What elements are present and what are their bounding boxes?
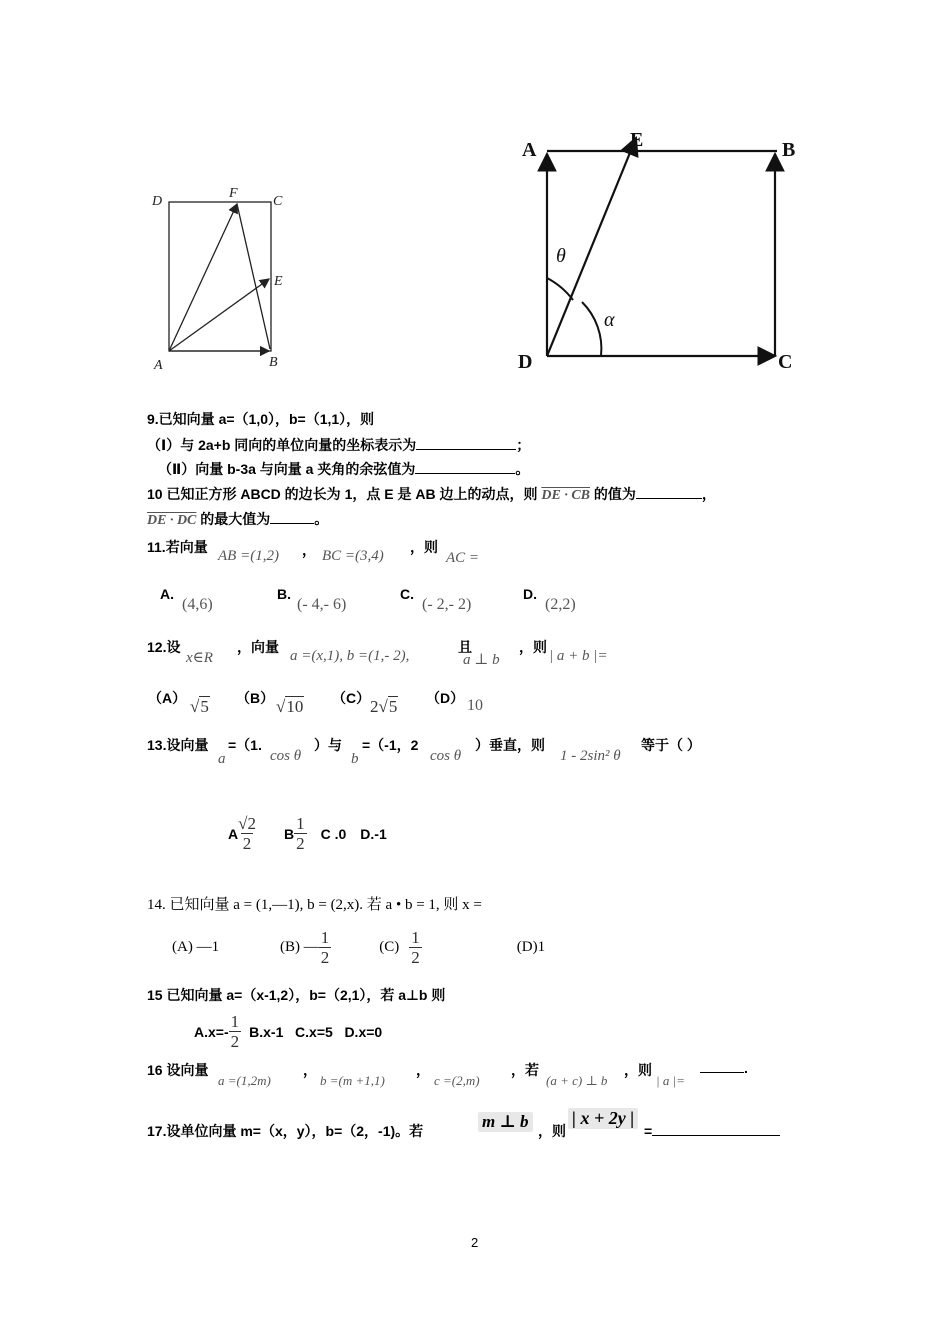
q13-close2: ）垂直，则: [475, 737, 545, 753]
angle-theta-arc: [547, 278, 573, 300]
q17-answer: [644, 1123, 780, 1139]
q14-option-a: (A) —1: [172, 939, 220, 955]
q12-option-c-value: 2√5: [370, 697, 398, 716]
q17-blank[interactable]: [652, 1123, 780, 1136]
q14-option-b-num: 1: [320, 928, 330, 947]
q16-end: .: [744, 1060, 748, 1076]
q15-stem: 15 已知向量 a=（x-1,2），b=（2,1），若 a⊥b 则: [147, 987, 446, 1003]
q16-comma2: ，: [416, 1062, 430, 1078]
label-f: F: [229, 186, 238, 201]
q11-comma: ，: [302, 542, 316, 558]
q11-option-a-letter: A.: [160, 586, 174, 602]
q12-option-d-value: 10: [467, 697, 483, 714]
q17-then: ，则: [538, 1123, 566, 1139]
q9-part1: [147, 435, 530, 455]
q13-option-a: [228, 814, 256, 853]
q14-option-b-den: 2: [320, 948, 330, 967]
label-d: D: [518, 351, 533, 373]
q16-c: c =(2,m): [434, 1073, 480, 1088]
page-number: 2: [471, 1235, 479, 1250]
q13-pre: 13.设向量: [147, 737, 209, 753]
q15-option-a-num: 1: [230, 1012, 240, 1031]
q13-close1: ）与: [314, 737, 342, 753]
q14-option-b-frac: [319, 928, 332, 967]
q13-option-b-frac: [294, 814, 307, 853]
q11-option-c-letter: C.: [400, 586, 414, 602]
q12-perp: a ⊥ b: [463, 652, 500, 668]
label-alpha: α: [604, 309, 615, 331]
q12-option-c-letter: （C）: [332, 690, 371, 706]
q11-then: ，则: [410, 539, 438, 555]
q11-option-d-letter: D.: [523, 586, 537, 602]
q13-b: b: [351, 751, 359, 767]
q16-then: ，则: [624, 1062, 652, 1078]
q13-a-eq: =（1.: [228, 737, 262, 753]
vector-ae: [169, 279, 269, 351]
q13-cos1: cos θ: [270, 748, 302, 764]
q14-option-b-letter: (B) —: [280, 939, 319, 955]
q10-pre: 10 已知正方形 ABCD 的边长为 1，点 E 是 AB 边上的动点，则: [147, 486, 538, 502]
q17-abs: | x + 2y |: [568, 1108, 638, 1129]
label-c: C: [778, 351, 793, 373]
q12-pre: 12.设: [147, 639, 181, 655]
q13-cos2: cos θ: [430, 748, 462, 764]
q13-option-b-den: 2: [296, 834, 305, 853]
q10-expr2: DE · DC: [147, 513, 197, 528]
q14-option-c-num: 1: [411, 928, 420, 947]
vector-af: [169, 204, 237, 351]
q9-part2: [158, 459, 529, 479]
label-a: A: [154, 358, 163, 373]
q10-line1: [147, 484, 716, 504]
q13-equals: 等于（ ）: [641, 737, 701, 753]
q12-abs: | a + b |=: [549, 648, 608, 664]
q9-part2-text: （Ⅱ）向量 b-3a 与向量 a 夹角的余弦值为: [158, 461, 416, 477]
q12-mid: ，向量: [237, 639, 279, 655]
q12-option-b-radicand: 10: [286, 697, 304, 716]
q13-option-a-letter: A: [228, 825, 239, 842]
q9-part2-blank[interactable]: [415, 461, 515, 474]
q12-option-a-letter: （A）: [148, 690, 187, 706]
q17-perp: m ⊥ b: [478, 1112, 533, 1132]
q11-ac: AC =: [446, 550, 480, 566]
vector-fb: [237, 204, 270, 349]
q10-end1: ，: [701, 486, 716, 502]
q15-option-a-den: 2: [230, 1032, 240, 1051]
q17-pre: 17.设单位向量 m=（x，y），b=（2，-1)。若: [147, 1123, 424, 1139]
q12-option-a-radicand: 5: [200, 697, 209, 716]
q13-expr: 1 - 2sin² θ: [560, 748, 621, 764]
q13-option-a-den: 2: [242, 834, 252, 853]
q10-blank1[interactable]: [636, 486, 702, 499]
q10-post: 的最大值为: [200, 511, 271, 527]
q12-option-b-letter: （B）: [236, 690, 275, 706]
label-e: E: [274, 274, 283, 289]
label-b: B: [782, 139, 796, 161]
label-a: A: [522, 139, 537, 161]
q11-option-a-value: (4,6): [182, 596, 213, 613]
label-e: E: [630, 129, 644, 151]
q12-vectors: a =(x,1), b =(1,- 2),: [290, 648, 410, 664]
q14-option-d: (D)1: [516, 939, 546, 955]
q10-mid: 的值为: [593, 486, 636, 502]
label-c: C: [273, 194, 283, 209]
label-d: D: [152, 194, 163, 209]
figure-square-abcd: [512, 126, 812, 376]
q13-b-eq: =（-1，2: [362, 737, 419, 753]
q9-part1-blank[interactable]: [416, 437, 516, 450]
q14-stem: 14. 已知向量 a = (1,—1), b = (2,x). 若 a • b = 1, 则 x =: [147, 897, 482, 913]
q13-option-a-num: √2: [238, 814, 256, 833]
q13-options: [228, 814, 387, 853]
q12-option-d-letter: （D）: [426, 690, 465, 706]
q9-part1-text: （Ⅰ）与 2a+b 同向的单位向量的坐标表示为: [147, 437, 417, 453]
q14-option-c-frac: [409, 928, 422, 967]
q9-part2-end: 。: [515, 461, 530, 477]
q13-option-b: [284, 814, 307, 853]
q13-a: a: [218, 751, 226, 767]
q11-stem: 11.若向量: [147, 539, 208, 555]
q16-answer: [700, 1060, 748, 1076]
q12-option-c-radicand: 5: [388, 697, 398, 716]
q16-pre: 16 设向量: [147, 1062, 209, 1078]
q13-option-d: D.-1: [360, 825, 387, 842]
q10-blank2[interactable]: [270, 511, 314, 524]
q11-option-d-value: (2,2): [545, 596, 576, 613]
q13-option-c: C .0: [320, 825, 347, 842]
q12-qie: 且: [458, 639, 472, 655]
q16-comma1: ，: [303, 1062, 317, 1078]
label-theta: θ: [556, 245, 566, 267]
q17-eq: =: [644, 1123, 653, 1139]
q15-options-rest: B.x-1 C.x=5 D.x=0: [249, 1023, 383, 1040]
figure-rectangle-abcd: [140, 175, 310, 375]
rectangle-outline: [169, 202, 271, 351]
q12-xr: x∈R: [186, 650, 213, 666]
q10-expr1: DE · CB: [541, 488, 590, 503]
q11-ab: AB =(1,2): [218, 548, 279, 564]
q11-option-b-value: (- 4,- 6): [297, 596, 347, 613]
label-b: B: [269, 355, 278, 370]
q16-ruo: ，若: [511, 1062, 539, 1078]
q15-option-a-frac: [229, 1012, 242, 1051]
q16-a: a =(1,2m): [218, 1073, 271, 1088]
q14-options: [172, 928, 545, 967]
q10-line2: [147, 509, 328, 529]
q11-option-c-value: (- 2,- 2): [422, 596, 472, 613]
q16-cond: (a + c) ⊥ b: [546, 1073, 608, 1088]
q14-option-c-den: 2: [411, 948, 420, 967]
q9-stem: 9.已知向量 a=（1,0），b=（1,1），则: [147, 411, 375, 427]
angle-alpha-arc: [582, 302, 601, 356]
q13-option-b-letter: B: [283, 825, 295, 842]
q16-blank[interactable]: [700, 1060, 744, 1073]
q12-then: ，则: [519, 639, 547, 655]
q16-abs: | a |=: [656, 1073, 685, 1088]
q13-option-b-num: 1: [296, 814, 305, 833]
q10-end2: 。: [314, 511, 329, 527]
q11-option-b-letter: B.: [277, 586, 291, 602]
q15-option-a-letter: A.x=-: [194, 1023, 229, 1040]
q15-options: [194, 1012, 382, 1051]
q12-option-c-coef: 2: [370, 697, 379, 716]
q9-part1-end: ；: [516, 437, 531, 453]
q12-option-b-value: √10: [276, 697, 304, 716]
q11-bc: BC =(3,4): [322, 548, 384, 564]
q13-option-a-frac: [238, 814, 256, 853]
q12-option-a-value: √5: [190, 697, 209, 716]
q14-option-c-letter: (C): [379, 939, 400, 955]
q16-b: b =(m +1,1): [320, 1073, 385, 1088]
